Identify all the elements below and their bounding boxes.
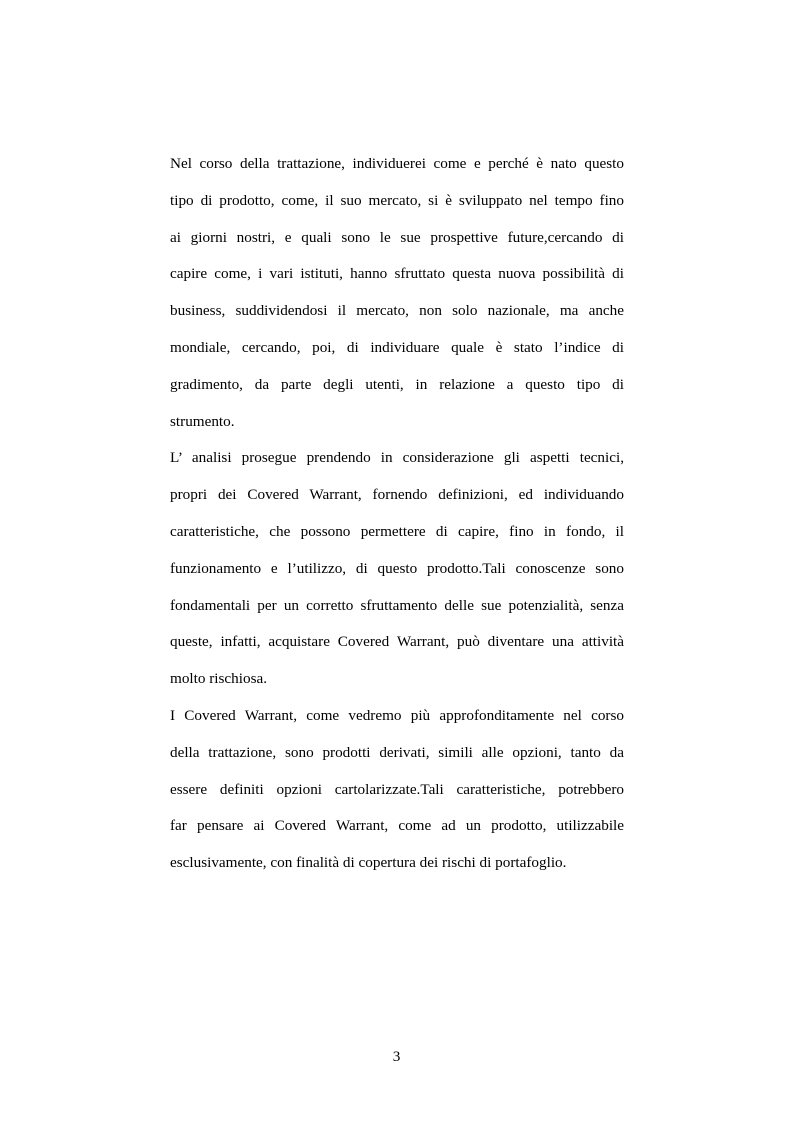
paragraph-line: caratteristiche, che possono permettere di capire, fino in fondo, il xyxy=(170,522,624,540)
paragraph-line: della trattazione, sono prodotti derivati, simili alle opzioni, tanto da xyxy=(170,743,624,761)
paragraph-3 xyxy=(170,698,624,882)
paragraph-line: propri dei Covered Warrant, fornendo definizioni, ed individuando xyxy=(170,486,624,504)
paragraph-line: mondiale, cercando, poi, di individuare quale è stato l’indice di xyxy=(170,338,624,356)
paragraph-line: tipo di prodotto, come, il suo mercato, si è sviluppato nel tempo fino xyxy=(170,191,624,209)
paragraph-line: ai giorni nostri, e quali sono le sue prospettive future,cercando di xyxy=(170,228,624,246)
paragraph-1 xyxy=(170,146,624,440)
paragraph-2 xyxy=(170,440,624,698)
paragraph-line: esclusivamente, con finalità di copertura dei rischi di portafoglio. xyxy=(170,854,567,872)
paragraph-line: far pensare ai Covered Warrant, come ad un prodotto, utilizzabile xyxy=(170,817,624,835)
paragraph-line: I Covered Warrant, come vedremo più approfonditamente nel corso xyxy=(170,706,624,724)
paragraph-line: gradimento, da parte degli utenti, in relazione a questo tipo di xyxy=(170,375,624,393)
page-number: 3 xyxy=(392,1048,401,1065)
paragraph-line: molto rischiosa. xyxy=(170,670,268,688)
paragraph-line: fondamentali per un corretto sfruttamento delle sue potenzialità, senza xyxy=(170,596,624,614)
body-text xyxy=(170,146,624,882)
paragraph-line: L’ analisi prosegue prendendo in considerazione gli aspetti tecnici, xyxy=(170,449,624,467)
paragraph-line: capire come, i vari istituti, hanno sfruttato questa nuova possibilità di xyxy=(170,265,624,283)
paragraph-line: funzionamento e l’utilizzo, di questo prodotto.Tali conoscenze sono xyxy=(170,559,624,577)
paragraph-line: essere definiti opzioni cartolarizzate.Tali caratteristiche, potrebbero xyxy=(170,780,624,798)
paragraph-line: business, suddividendosi il mercato, non solo nazionale, ma anche xyxy=(170,302,624,320)
paragraph-line: queste, infatti, acquistare Covered Warrant, può diventare una attività xyxy=(170,633,624,651)
paragraph-line: Nel corso della trattazione, individuerei come e perché è nato questo xyxy=(170,155,624,172)
paragraph-line: strumento. xyxy=(170,412,235,430)
